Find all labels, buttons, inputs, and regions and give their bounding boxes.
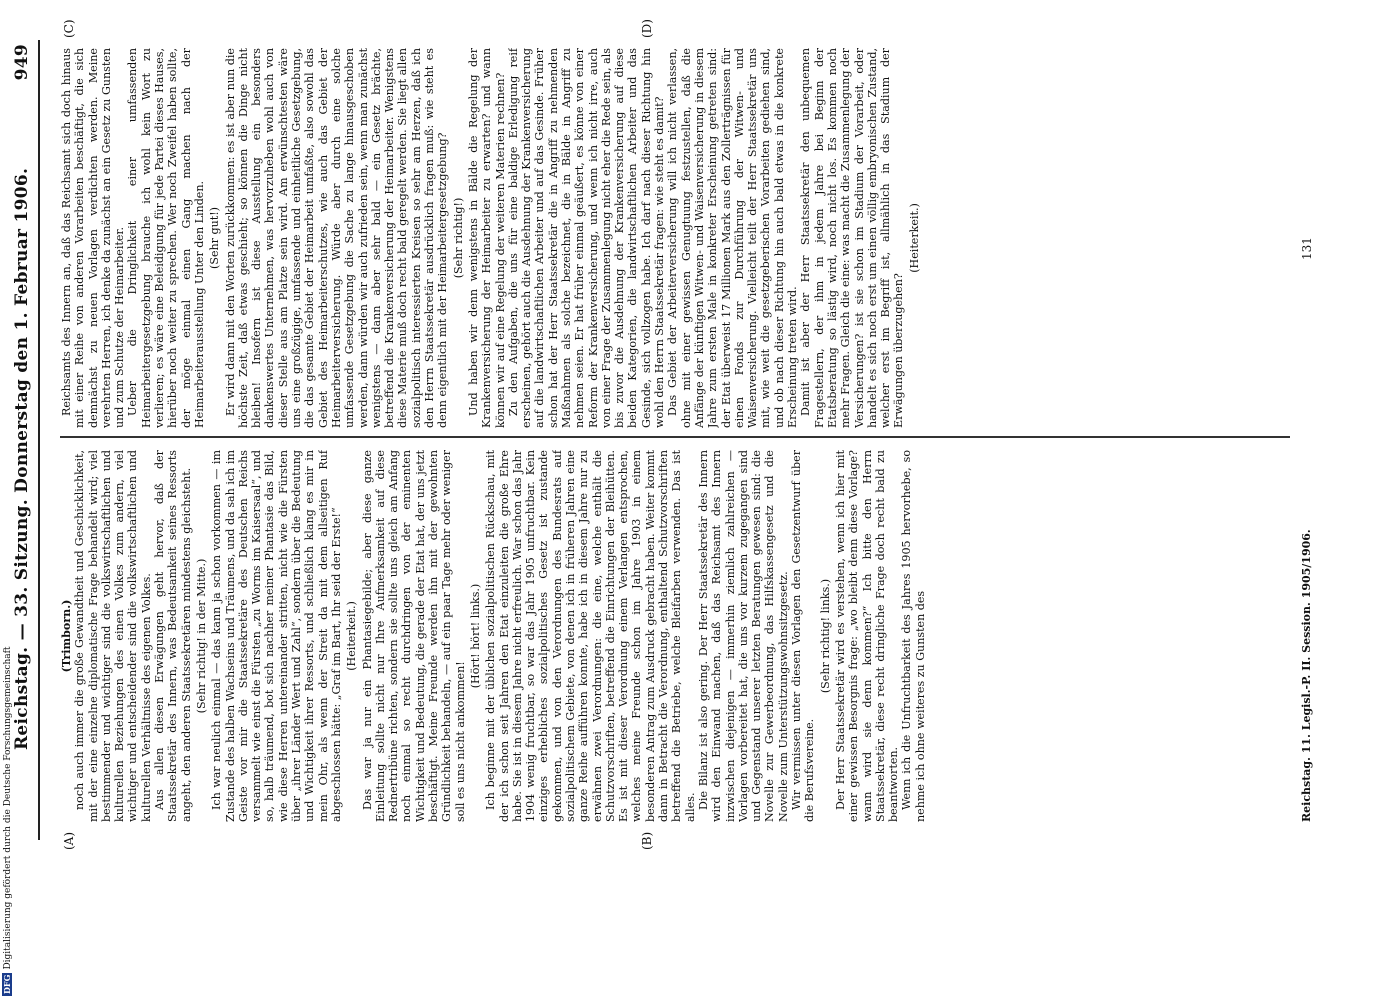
paragraph: Das war ja nur ein Phantasiegebilde; aber diese ganze Einleitung sollte nicht nur Ihre Aufmerksamkeit auf diese Rednertribüne richten, sondern sie sollte uns gleich am Anfang noch einmal so recht durchdringen von der eminenten Wichtigkeit und Bedeutung, die gerade der Etat hat, der uns jetzt beschäftigt. Meine Freunde werden ihn mit der gewohnten Gründlichkeit behandeln, — auf ein paar Tage mehr oder weniger soll es uns nicht ankommen! xyxy=(360,450,467,822)
interjection: (Sehr gut!) xyxy=(208,207,222,269)
paragraph: Damit ist aber der Herr Staatssekretär den unbequemen Fragestellern, der ihm in jedem Jahre bei Beginn der Etatsberatung so lästig wird, noch nicht los. Es kommen noch mehr Fragen. Gleich die eine: was macht die Zusammenlegung der Versicherungen? ist sie schon im Stadium der Vorarbeit, oder handelt es sich noch erst um einen völlig embryonischen Zustand, welcher erst im Begriff ist, allmählich in das Stadium der Erwägungen überzugehen? xyxy=(799,48,906,428)
margin-label-d: (D) xyxy=(640,19,654,38)
margin-label-b: (B) xyxy=(640,831,654,850)
interjection: (Sehr richtig!) xyxy=(451,197,465,279)
margin-label-c: (C) xyxy=(62,19,76,38)
paragraph: Wir vermissen unter diesen Vorlagen den Gesetzentwurf über die Berufsvereine. xyxy=(790,450,817,822)
paragraph: Reichsamts des Innern an, daß das Reichsamt sich doch hinaus mit einer Reihe von anderen Vorarbeiten beschäftigt, die sich demnächst zu neuen Vorlagen verdichten werden. Meine verehrten Herren, ich denke da zunächst an ein Gesetz zu Gunsten und zum Schutze der Heimarbeiter. xyxy=(60,48,127,428)
paragraph: Die Bilanz ist also gering. Der Herr Staatssekretär des Innern wird den Einwand machen, daß das Reichsamt des Innern inzwischen diejenigen — immerhin ziemlich zahlreichen — Vorlagen vorbereitet hat, die uns vor kurzem zugegangen sind und Gegenstand unserer letzten Beratungen gewesen sind: die Novelle zur Gewerbeordnung, das Hilfskassengesetz und die Novelle zum Unterstützungswohnsitzgesetz. xyxy=(696,450,790,822)
digitization-credit xyxy=(2,646,13,996)
interjection: (Sehr richtig! in der Mitte.) xyxy=(194,558,208,714)
page-number: 949 xyxy=(12,44,32,81)
right-column xyxy=(60,48,1290,428)
interjection: (Heiterkeit.) xyxy=(345,601,359,671)
interjection: (Sehr richtig! links.) xyxy=(818,578,832,694)
signature-number: 131 xyxy=(1300,237,1314,260)
paragraph: Und haben wir denn wenigstens in Bälde die Regelung der Krankenversicherung der Heimarbeiter zu erwarten? und wann können wir auf eine Regelung der weiteren Materien rechnen? xyxy=(466,48,507,428)
paragraph: Aus allen diesen Erwägungen geht hervor, daß der Staatssekretär des Innern, was Bedeutsamkeit seines Ressorts angeht, den anderen Staatssekretären mindestens gleichsteht. xyxy=(153,450,193,822)
credit-text: Digitalisierung gefördert durch die Deutsche Forschungsgemeinschaft xyxy=(3,646,13,970)
paragraph: Er wird dann mit den Worten zurückkommen: es ist aber nun die höchste Zeit, daß etwas geschieht; so können die Dinge nicht bleiben! Insofern ist diese Ausstellung ein besonders dankenswertes Unternehmen, was hervorzuheben wohl auch von dieser Stelle aus am Platze sein wird. Am erwünschtesten wäre uns eine großzügige, umfassende und einheitliche Gesetzgebung, die das gesamte Gebiet der Heimarbeit umfaßte, also sowohl das Gebiet des Heimarbeiterschutzes, wie auch das Gebiet der Heimarbeiterversicherung. Würde aber durch eine solche umfassende Gesetzgebung die Sache zu lange hinausgeschoben werden, dann würden wir auch zufrieden sein, wenn man zunächst wenigstens — dann aber sehr bald — ein Gesetz brächte, betreffend die Krankenversicherung der Heimarbeiter. Wenigstens diese Materie muß doch recht bald geregelt werden. Sie liegt allen sozialpolitisch interessierten Kreisen so sehr am Herzen, daß ich den Herrn Staatssekretär ausdrücklich fragen muß: wie steht es denn eigentlich mit der Heimarbeitergesetzgebung? xyxy=(223,48,450,428)
paragraph: Ueber die Dringlichkeit einer umfassenden Heimarbeitergesetzgebung brauche ich wohl kein Wort zu verlieren; es wäre eine Beleidigung für jede Partei dieses Hauses, hierüber noch weiter zu sprechen. Wer noch Zweifel haben sollte, der möge einmal einen Gang machen nach der Heimarbeiterausstellung Unter den Linden. xyxy=(126,48,206,428)
paragraph: Das Gebiet der Arbeiterversicherung will ich nicht verlassen, ohne mit einer gewissen Genugtuung festzustellen, daß die Anfänge der künftigen Witwen- und Waisenversicherung in diesem Jahre zum ersten Male in konkreter Erscheinung getreten sind: der Etat überweist 17 Millionen Mark aus den Zollerträgnissen für einen Fonds zur Durchführung der Witwen- und Waisenversicherung. Vielleicht teilt der Herr Staatssekretär uns mit, wie weit die gesetzgeberischen Vorarbeiten gediehen sind, und ob nach dieser Richtung hin auch bald etwas in die konkrete Erscheinung treten wird. xyxy=(666,48,800,428)
paragraph: Zu den Aufgaben, die uns für eine baldige Erledigung reif erscheinen, gehört auch die Ausdehnung der Krankenversicherung auf die landwirtschaftlichen Arbeiter und auf das Gesinde. Früher schon hat der Herr Staatssekretär die in Angriff zu nehmenden Maßnahmen als solche bezeichnet, die in Bälde in Angriff zu nehmen seien. Er hat früher einmal geäußert, es könne von einer Reform der Krankenversicherung, und wenn ich nicht irre, auch von einer Frage der Zusammenlegung nicht eher die Rede sein, als bis zuvor die Ausdehnung der Krankenversicherung auf diese beiden Kategorien, die landwirtschaftlichen Arbeiter und das Gesinde, sich vollzogen habe. Ich darf nach dieser Richtung hin wohl den Herrn Staatssekretär fragen: wie steht es damit? xyxy=(506,48,667,428)
speaker-name: (Trimborn.) xyxy=(60,599,73,673)
paragraph: Der Herr Staatssekretär wird es verstehen, wenn ich hier mit einer gewissen Besorgnis frage: „wo bleibt denn diese Vorlage? wann wird sie denn kommen?“ Ich bitte den Herrn Staatssekretär, diese recht dringliche Frage doch recht bald zu beantworten. xyxy=(833,450,901,822)
header-rule xyxy=(38,40,40,840)
footer-session: Reichstag. 11. Legisl.-P. II. Session. 1905/1906. xyxy=(1300,529,1313,822)
paragraph: Wenn ich die Unfruchtbarkeit des Jahres 1905 hervorhebe, so nehme ich ohne weiteres zu Gunsten des xyxy=(900,450,927,822)
interjection: (Hört! hört! links.) xyxy=(468,583,482,689)
left-column xyxy=(60,450,1290,822)
interjection: (Heiterkeit.) xyxy=(907,203,921,273)
page-header xyxy=(10,40,40,840)
columns xyxy=(60,0,1290,1000)
margin-label-a: (A) xyxy=(62,831,76,850)
paragraph: Ich beginne mit der üblichen sozialpolitischen Rückschau, mit der ich schon seit Jahren den Etat einzuleiten die große Ehre habe. Sie ist in diesem Jahre nicht erfreulich. War schon das Jahr 1904 wenig fruchtbar, so war das Jahr 1905 unfruchtbar. Kein einziges erhebliches sozialpolitisches Gesetz ist zustande gekommen, und von den Verordnungen des Bundesrats auf sozialpolitischem Gebiete, von denen ich in früheren Jahren eine ganze Reihe aufführen konnte, habe ich in diesem Jahre nur zu erwähnen zwei Verordnungen: die eine, welche enthält die Schutzvorschriften, betreffend die Einrichtungen der Bleihütten. Es ist mit dieser Verordnung einem Verlangen entsprochen, welches meine Freunde schon im Jahre 1903 in einem besonderen Antrag zum Ausdruck gebracht haben. Weiter kommt dann in Betracht die Verordnung, enthaltend Schutzvorschriften betreffend die Betriebe, welche Bleifarben verwenden. Das ist alles. xyxy=(484,450,697,822)
dfg-logo: DFG xyxy=(2,974,12,994)
page-title: Reichstag. — 33. Sitzung. Donnerstag den 1. Februar 1906. xyxy=(12,167,32,750)
paragraph: noch auch immer die große Gewandtheit und Geschicklichkeit, mit der eine einzelne diplomatische Frage behandelt wird; viel bestimmender und wichtiger sind die volkswirtschaftlichen und kulturellen Beziehungen des einen Volkes zum andern, viel wichtiger und entscheidender sind die volkswirtschaftlichen und kulturellen Verhältnisse des eigenen Volkes. xyxy=(73,450,153,822)
paragraph: Ich war neulich einmal — das kann ja schon vorkommen — im Zustande des halben Wachseins und Träumens, und da sah ich im Geiste vor mir die Staatssekretäre des Deutschen Reichs versammelt wie einst die Fürsten „zu Worms im Kaisersaal“, und so, halb träumend, bot sich nachher meiner Phantasie das Bild, wie diese Herren untereinander stritten, nicht wie die Fürsten über „ihrer Länder Wert und Zahl“, sondern über die Bedeutung und Wichtigkeit ihrer Ressorts, und schließlich klang es mir in mein Ohr, als wenn der Streit da mit dem allseitigen Ruf abgeschlossen hätte: „Graf im Bart, Ihr seid der Erste!“ xyxy=(210,450,343,822)
